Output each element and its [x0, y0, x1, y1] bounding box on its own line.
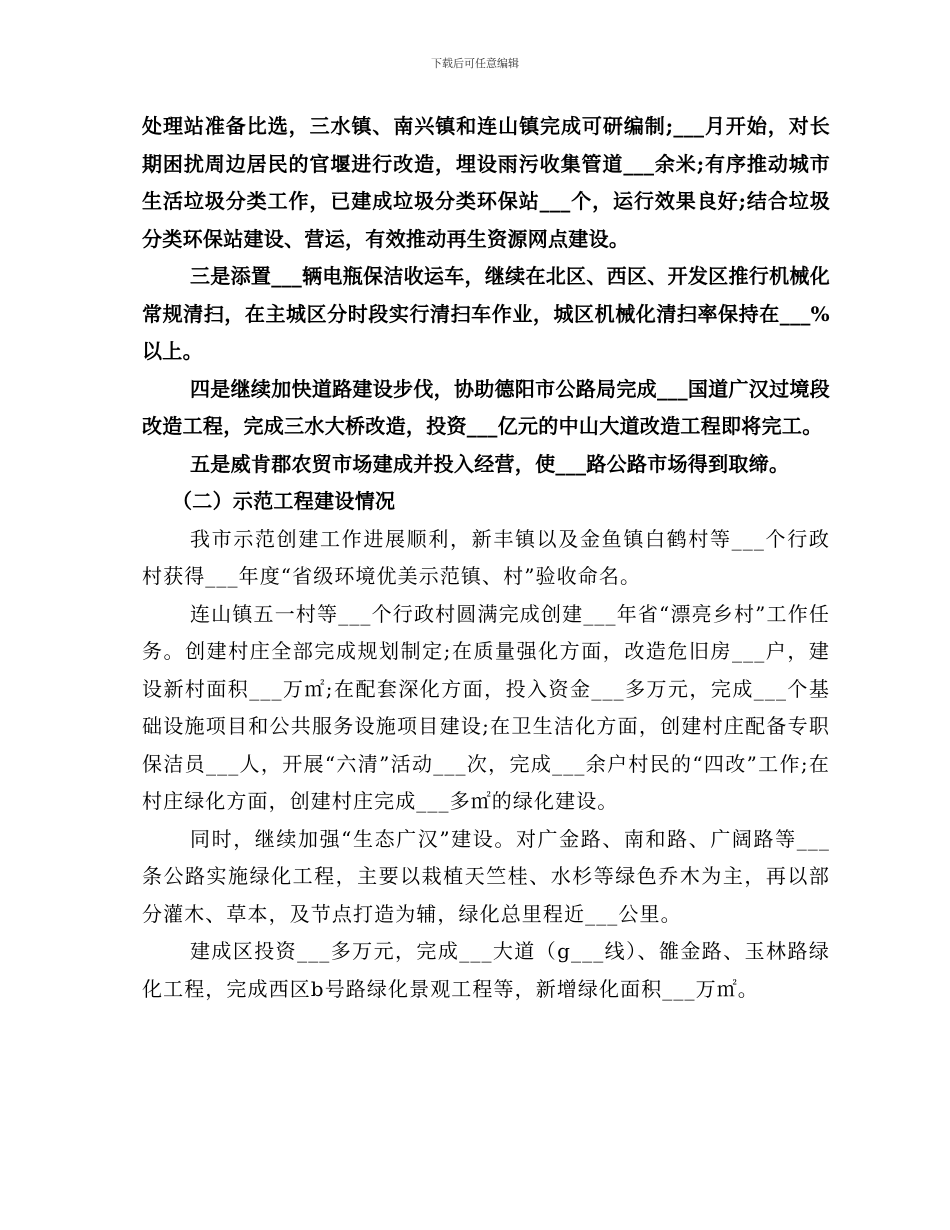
paragraph-third-cleaning: 三是添置___辆电瓶保洁收运车，继续在北区、西区、开发区推行机械化常规清扫，在主城区分时段实行清扫车作业，城区机械化清扫率保持在___%以上。: [142, 264, 830, 363]
paragraph-ecological-guanghan: 同时，继续加强“生态广汉”建设。对广金路、南和路、广阔路等___条公路实施绿化工程，主要以栽植天竺桂、水杉等绿色乔木为主，再以部分灌木、草本，及节点打造为辅，绿化总里程近___公里。: [142, 826, 830, 926]
page-header: 下载后可任意编辑: [431, 57, 519, 70]
paragraph-fourth-roads: 四是继续加快道路建设步伐，协助德阳市公路局完成___国道广汉过境段改造工程，完成三水大桥改造，投资___亿元的中山大道改造工程即将完工。: [142, 376, 830, 438]
paragraph-waste-treatment: 处理站准备比选，三水镇、南兴镇和连山镇完成可研编制;___月开始，对长期困扰周边居民的官堰进行改造，埋设雨污收集管道___余米;有序推动城市生活垃圾分类工作，已建成垃圾分类环保站___个，运行效果良好;结合垃圾分类环保站建设、营运，有效推动再生资源网点建设。: [142, 114, 830, 251]
document-body: [142, 108, 830, 1008]
paragraph-built-area-greening: 建成区投资___多万元，完成___大道（g___线）、雒金路、玉林路绿化工程，完成西区b号路绿化景观工程等，新增绿化面积___万㎡。: [142, 939, 830, 1001]
section-heading-demo-projects: （二）示范工程建设情况: [172, 489, 396, 513]
paragraph-fifth-market: 五是威肯郡农贸市场建成并投入经营，使___路公路市场得到取缔。: [190, 451, 790, 476]
paragraph-beautiful-village: 连山镇五一村等___个行政村圆满完成创建___年省“漂亮乡村”工作任务。创建村庄全部完成规划制定;在质量强化方面，改造危旧房___户，建设新村面积___万㎡;在配套深化方面，投入资金___多万元，完成___个基础设施项目和公共服务设施项目建设;在卫生洁化方面，创建村庄配备专职保洁员___人，开展“六清”活动___次，完成___余户村民的“四改”工作;在村庄绿化方面，创建村庄完成___多㎡的绿化建设。: [142, 601, 830, 813]
paragraph-demo-creation: 我市示范创建工作进展顺利，新丰镇以及金鱼镇白鹤村等___个行政村获得___年度“省级环境优美示范镇、村”验收命名。: [142, 526, 830, 588]
